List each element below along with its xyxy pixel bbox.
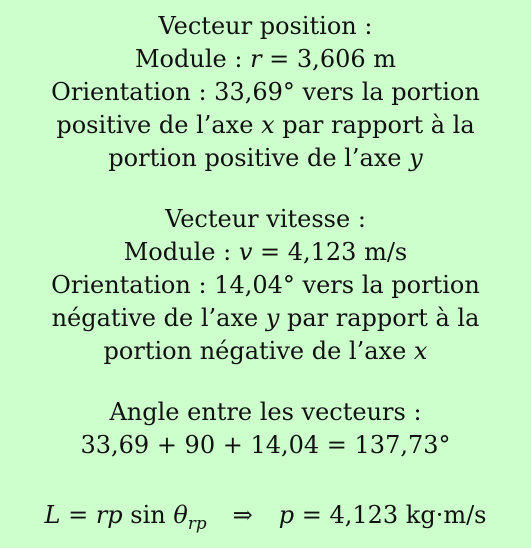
velocity-modulus-value: = 4,123 m/s — [252, 238, 408, 266]
formula-theta: θ — [173, 501, 188, 529]
velocity-orientation-line1: Orientation : 14,04° vers la portion — [51, 271, 480, 299]
position-modulus — [0, 43, 531, 76]
velocity-orientation-line3-var: x — [413, 337, 428, 365]
position-orientation-line2-pre: positive de l’axe — [56, 111, 262, 139]
formula-p-var: p — [278, 501, 295, 529]
velocity-orientation-line2-post: par rapport à la — [279, 304, 480, 332]
position-orientation-line1: Orientation : 33,69° vers la portion — [51, 78, 480, 106]
position-orientation-line3-var: y — [409, 144, 423, 172]
velocity-orientation-line2-pre: négative de l’axe — [51, 304, 266, 332]
velocity-orientation-line2 — [0, 302, 531, 335]
position-orientation-line2-var: x — [261, 111, 275, 139]
formula-result: = 4,123 kg·m/s — [294, 501, 487, 529]
angular-momentum-formula — [0, 499, 531, 532]
formula-eq: = — [60, 501, 96, 529]
position-orientation-line3 — [0, 142, 531, 175]
position-modulus-prefix: Module : — [134, 45, 251, 73]
position-orientation-line3-pre: portion positive de l’axe — [108, 144, 410, 172]
position-orientation-line2-post: par rapport à la — [274, 111, 475, 139]
velocity-modulus-var: v — [238, 238, 253, 266]
formula-l-var: L — [44, 501, 61, 529]
formula-sin: sin — [122, 501, 174, 529]
position-modulus-value: = 3,606 m — [261, 45, 397, 73]
angle-title: Angle entre les vecteurs : — [109, 398, 422, 426]
formula-implies: ⇒ — [232, 501, 253, 529]
velocity-orientation-line3-pre: portion négative de l’axe — [103, 337, 414, 365]
velocity-title: Vecteur vitesse : — [165, 205, 366, 233]
velocity-orientation-line2-var: y — [265, 304, 280, 332]
position-orientation-line2 — [0, 109, 531, 142]
position-title: Vecteur position : — [158, 12, 373, 40]
position-modulus-var: r — [250, 45, 262, 73]
velocity-modulus-prefix: Module : — [123, 238, 239, 266]
angle-computation: 33,69 + 90 + 14,04 = 137,73° — [80, 431, 451, 459]
formula-theta-sub: rp — [187, 512, 207, 533]
velocity-orientation-line3 — [0, 335, 531, 368]
velocity-modulus — [0, 236, 531, 269]
formula-rp: rp — [95, 501, 123, 529]
